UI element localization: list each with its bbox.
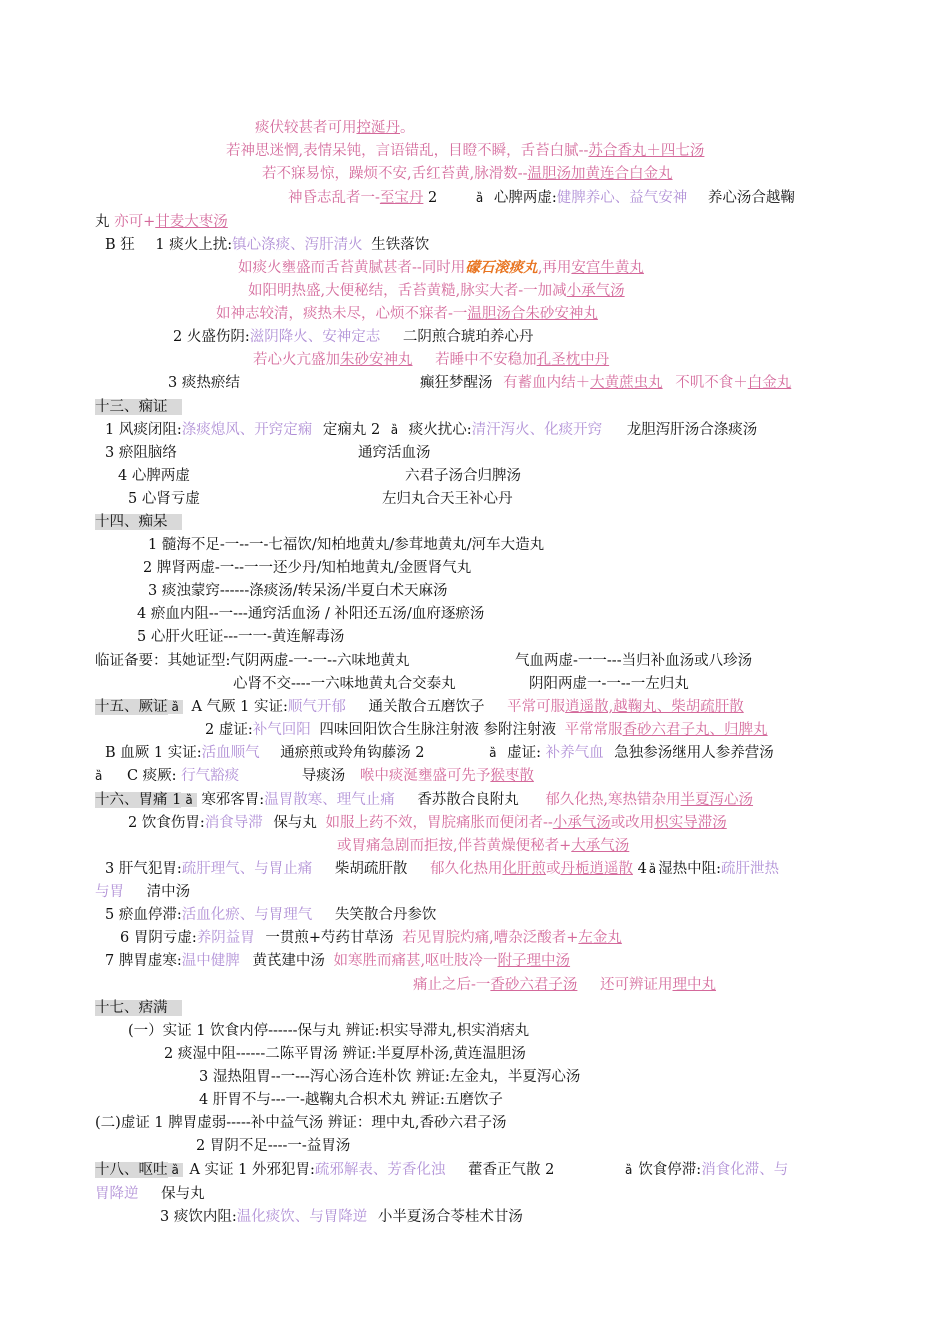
text-line: 2 胃阴不足----一-益胃汤 [196,1138,351,1154]
text-line [238,258,644,278]
syndrome: 1 风痰闭阻: [105,422,182,438]
heading-text: 十七、痞满 [95,1000,182,1016]
syndrome: 3 痰饮内阻: [160,1209,237,1225]
note-text: 亦可+ [114,214,156,230]
notes-text: 心肾不交----一六味地黄丸合交泰丸 [233,676,456,692]
note-text: 如痰火壅盛而舌苔黄腻甚者--同时用 [238,260,466,276]
text-line [233,674,689,694]
formula: 清中汤 [146,884,191,900]
formula-link: 苏合香丸＋四七汤 [588,143,705,159]
formula-group [420,373,791,393]
syndrome: 寒邪客胃: [201,792,265,808]
formula: 通瘀煎或羚角钩藤汤 2 [280,745,425,761]
therapy: 健脾养心、益气安神 [556,190,688,206]
heading-text: 十六、胃痛 1 [95,792,182,808]
syndrome: 7 脾胃虚寒: [105,953,182,969]
syndrome: 2 火盛伤阴: [173,329,250,345]
syndrome: 4 心脾两虚 [118,468,190,484]
formula-link: 香砂六君子丸、归脾丸 [622,722,768,738]
therapy: 疏肝理气、与胃止痛 [181,861,313,877]
formula: 小半夏汤合苓桂术甘汤 [377,1209,523,1225]
formula-link: 小承气汤 [566,283,625,299]
bullet-icon: ȁ [390,423,399,437]
note-text: 痰伏较甚者可用 [255,120,357,136]
bullet-icon: ȁ [95,769,103,783]
text-line [95,1184,205,1204]
note-text: 如寒胜而痛甚,呕吐肢冷一 [333,953,498,969]
therapy: 滋阴降火、安神定志 [249,329,381,345]
formula-link: 猴枣散 [490,768,534,784]
formula-link: 甘麦大枣汤 [155,214,228,230]
therapy: 疏肝泄热 [721,861,780,877]
syndrome: A 实证 1 外邪犯胃: [189,1162,315,1178]
text-line [105,443,431,463]
note-text: 若神思迷惘,表情呆钝，言语错乱，目瞪不瞬，舌苔白腻-- [226,143,589,159]
text-line [95,212,228,232]
text-line [216,304,598,324]
item-number: 4 [637,861,647,877]
text-line [95,766,534,786]
formula-link: 安宫牛黄丸 [571,260,644,276]
formula: 急独参汤继用人参养营汤 [614,745,774,761]
note-text: 如神志较清，痰热未尽，心烦不寐者-一 [216,306,468,322]
syndrome: 3 痰热瘀结 [168,375,240,391]
note-text: 若心火亢盛加 [253,352,340,368]
note-text: 不叽不食＋ [675,375,748,391]
note-text: 如阳明热盛,大便秘结，舌苔黄糙,脉实大者-一加减 [248,283,567,299]
text-line: 2 痰湿中阻------二陈平胃汤 辨证:半夏厚朴汤,黄连温胆汤 [164,1046,526,1062]
note-text: 或改用 [610,815,655,831]
highlight-formula: 礞石滚痰丸 [465,259,538,276]
text-line [105,951,570,971]
formula: 通关散合五磨饮子 [368,699,485,715]
text-line [413,975,716,995]
formula-link: 控涎丹 [356,120,400,136]
note-text: 若见胃脘灼痛,嘈杂泛酸者+ [402,930,579,946]
text-line: 2 脾肾两虚-一--一一还少丹/知柏地黄丸/金匮肾气丸 [143,560,472,576]
formula-link: 半夏泻心汤 [680,792,754,808]
formula: 养心汤合越鞠 [707,190,795,206]
formula-link: 温胆汤合朱砂安神丸 [467,306,598,322]
therapy: 涤痰熄风、开窍定痫 [181,422,313,438]
syndrome: B 血厥 1 实证: [105,745,202,761]
subtype: B 狂 [105,237,135,253]
syndrome: 虚证: [507,745,542,761]
text-line: 4 瘀血内阻--一---通窍活血汤 / 补阳还五汤/血府逐瘀汤 [137,606,485,622]
syndrome: A 气厥 1 实证: [191,699,288,715]
therapy: 镇心涤痰、泻肝清火 [232,237,363,253]
heading-text: 十八、呕吐 [95,1162,168,1178]
formula-link: 左金丸 [578,930,622,946]
syndrome: 湿热中阻: [658,861,722,877]
text-line [105,743,774,763]
therapy: 胃降逆 [95,1186,139,1202]
therapy: 养阴益胃 [196,930,255,946]
syndrome: 饮食停滞: [638,1162,702,1178]
text-line [226,141,704,161]
formula: 导痰汤 [301,768,346,784]
text-line [128,489,513,509]
text-line [105,235,429,255]
syndrome: 6 胃阴亏虚: [120,930,197,946]
formula-link: 枳实导滞汤 [654,815,727,831]
note-text: 或 [545,861,561,877]
text-line [120,928,622,948]
text-line: 5 心肝火旺证---一一-黄连解毒汤 [137,629,345,645]
formula-link: 香砂六君子汤 [490,977,578,993]
formula: 通窍活血汤 [358,445,431,461]
formula: 四味回阳饮合生脉注射液 参附注射液 [319,722,556,738]
bullet-icon: ȁ [489,746,497,760]
heading-text: 十四、痴呆 [95,514,182,530]
therapy: 温化痰饮、与胃降逆 [236,1209,368,1225]
note-text: 。 [400,120,415,136]
formula-link: 附子理中汤 [497,953,571,969]
text-line [255,118,415,138]
therapy: 消食导滞 [204,815,263,831]
note-text: 痛止之后-一 [413,977,491,993]
formula: 左归丸合天王补心丹 [382,491,513,507]
note-text: 平常常服 [564,722,623,738]
formula-link: 大承气汤 [571,838,630,854]
formula: 保与丸 [273,815,317,831]
formula: 六君子汤合归脾汤 [405,468,521,484]
formula: 定痫丸 2 [322,422,381,438]
notes-text: 阴阳两虚一-一--一左归丸 [529,676,689,692]
formula: 龙胆泻肝汤合涤痰汤 [626,422,758,438]
notes-text: 气血两虚-一一---当归补血汤或八珍汤 [515,653,753,669]
therapy: 活血化瘀、与胃理气 [181,907,313,923]
syndrome: 5 瘀血停滞: [105,907,182,923]
formula-link: 逍遥散,越鞠丸、柴胡疏肝散 [565,699,744,715]
text-line [105,859,779,879]
note-text: 如服上药不效，胃脘痛胀而便闭者-- [325,815,553,831]
notes-text: 临证备要：其她证型:气阴两虚-一-一--六味地黄丸 [95,653,410,669]
text-line [118,466,521,486]
text-line [288,188,795,208]
formula: 柴胡疏肝散 [334,861,408,877]
bullet-icon: ȁ [181,793,196,807]
text-line [95,790,753,810]
text-line [253,350,609,370]
syndrome: 2 饮食伤胃: [128,815,205,831]
therapy: 活血顺气 [201,745,260,761]
therapy: 温中健脾 [181,953,240,969]
formula-link: 大黄蔗虫丸 [590,375,663,391]
text-line [248,281,625,301]
formula: 一贯煎+芍药甘草汤 [265,930,394,946]
note-text: 有蓄血内结＋ [503,375,591,391]
formula-link: 化肝煎 [502,861,546,877]
text-line [95,882,190,902]
text-line [160,1207,523,1227]
formula-link: 理中丸 [672,977,717,993]
syndrome: 5 心肾亏虚 [128,491,200,507]
text-line [173,327,533,347]
formula-link: 至宝丹 [379,190,424,206]
formula-link: 小承气汤 [552,815,611,831]
section-heading [95,397,182,417]
note-text: 神昏志乱者一- [288,190,380,206]
note-text: 郁久化热,寒热错杂用 [545,792,681,808]
formula-link: 白金丸 [747,375,792,391]
syndrome: C 痰厥: [126,768,177,784]
syndrome: 痰火扰心: [408,422,472,438]
formula-link: 丹栀逍遥散 [560,861,633,877]
therapy: 消食化滞、与 [701,1162,789,1178]
therapy: 温胃散寒、理气止痛 [264,792,395,808]
text-line [95,1160,788,1180]
text-line [337,836,629,856]
text-line [128,813,727,833]
syndrome: 2 虚证: [205,722,253,738]
note-text: 若不寐易惊，躁烦不安,舌红苔黄,脉滑数-- [262,166,528,182]
text-line: 4 肝胃不与---一-越鞠丸合枳术丸 辨证:五磨饮子 [199,1092,503,1108]
formula: 黄芪建中汤 [252,953,325,969]
syndrome: 心脾两虚: [493,190,557,206]
formula-link: 孔圣枕中丹 [536,352,610,368]
formula: 癫狂梦醒汤 [420,375,493,391]
text-line: 1 髓海不足-一--一-七福饮/知柏地黄丸/参茸地黄丸/河车大造丸 [148,537,545,553]
therapy: 与胃 [95,884,124,900]
formula-link: 温胆汤加黄连合白金丸 [527,166,673,182]
formula: 香苏散合良附丸 [417,792,519,808]
text-line: 3 湿热阻胃--一---泻心汤合连朴饮 辨证:左金丸，半夏泻心汤 [199,1069,581,1085]
note-text: 若睡中不安稳加 [435,352,537,368]
bullet-icon: ȁ [624,1163,633,1177]
bullet-icon: ȁ [168,1163,183,1177]
syndrome: 3 瘀阻脑络 [105,445,177,461]
note-text: 还可辨证用 [600,977,673,993]
formula: 生铁落饮 [371,237,430,253]
section-heading [95,512,182,532]
formula: 藿香正气散 2 [468,1162,555,1178]
syndrome: 3 肝气犯胃: [105,861,182,877]
therapy: 补气回阳 [252,722,311,738]
text-line: 3 痰浊蒙窍------涤痰汤/转呆汤/半夏白术天麻汤 [148,583,448,599]
note-text: 郁久化热用 [429,861,503,877]
text-line: (一）实证 1 饮食内停------保与丸 辨证:枳实导滞丸,枳实消痞丸 [128,1023,530,1039]
formula: 失笑散合丹参饮 [334,907,437,923]
syndrome: 1 痰火上扰: [155,237,233,253]
bullet-icon: ȁ [648,862,657,876]
heading-text: 十五、厥证 [95,699,168,715]
text-line [262,164,673,184]
note-text: 平常可服 [507,699,566,715]
bullet-icon: ȁ [475,191,484,205]
text-line [205,720,768,740]
note-text: ,再用 [537,260,572,276]
text-line [95,651,753,671]
text-line [95,697,744,717]
therapy: 顺气开郁 [287,699,346,715]
formula: 丸 [95,214,110,230]
formula: 二阴煎合琥珀养心丹 [402,329,534,345]
item-number: 2 [428,190,438,206]
formula: 保与丸 [161,1186,205,1202]
note-text: 喉中痰涎壅盛可先予 [359,768,491,784]
section-heading [95,998,182,1018]
therapy: 行气豁痰 [181,768,240,784]
text-line [168,373,792,393]
formula-link: 朱砂安神丸 [340,352,413,368]
text-line [105,905,436,925]
bullet-icon: ȁ [168,700,183,714]
note-text: 或胃痛急剧而拒按,伴苔黄燥便秘者+ [337,838,572,854]
text-line [105,420,757,440]
therapy: 疏邪解表、芳香化浊 [314,1162,446,1178]
heading-text: 十三、痫证 [95,399,182,415]
text-line: (二)虚证 1 脾胃虚弱-----补中益气汤 辨证：理中丸,香砂六君子汤 [95,1115,507,1131]
therapy: 补养气血 [545,745,604,761]
therapy: 清汗泻火、化痰开窍 [471,422,603,438]
